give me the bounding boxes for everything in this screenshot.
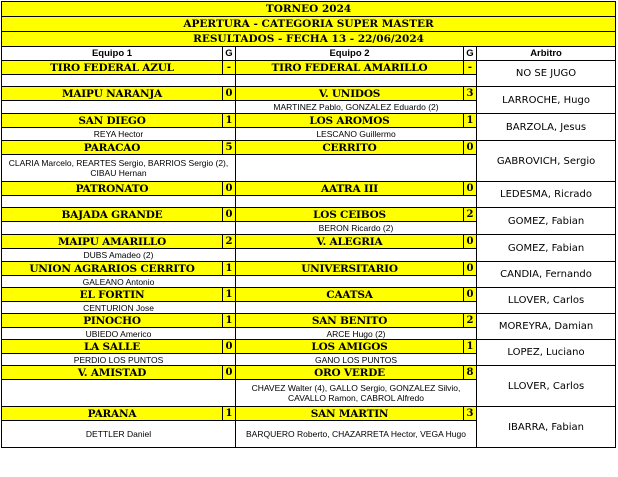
away-team: SAN MARTIN [236,407,464,421]
away-team: LOS AROMOS [236,114,464,128]
home-goals: 5 [223,141,236,155]
column-header-referee: Arbitro [477,47,616,61]
away-scorers [236,155,477,182]
home-team: SAN DIEGO [2,114,223,128]
referee: GABROVICH, Sergio [477,141,616,182]
results-table [1,1,616,448]
home-goals: 0 [223,182,236,196]
home-scorers: CLARIA Marcelo, REARTES Sergio, BARRIOS Sergio (2), CIBAU Hernan [2,155,236,182]
away-scorers: MARTINEZ Pablo, GONZALEZ Eduardo (2) [236,101,477,114]
home-team: PINOCHO [2,314,223,328]
away-team: ORO VERDE [236,366,464,380]
away-scorers: BARQUERO Roberto, CHAZARRETA Hector, VEGA Hugo [236,421,477,448]
home-scorers: DETTLER Daniel [2,421,236,448]
away-scorers [236,276,477,288]
away-goals: 3 [464,407,477,421]
home-team: UNION AGRARIOS CERRITO [2,262,223,276]
referee: BARZOLA, Jesus [477,114,616,141]
match-row [2,366,616,380]
home-scorers [2,380,236,407]
home-team: LA SALLE [2,340,223,354]
home-scorers: UBIEDO Americo [2,328,236,340]
away-goals: 3 [464,87,477,101]
home-scorers [2,101,236,114]
match-row [2,208,616,222]
away-scorers [236,249,477,262]
away-scorers: BERON Ricardo (2) [236,222,477,235]
away-goals: 2 [464,314,477,328]
referee: GOMEZ, Fabian [477,208,616,235]
home-scorers: GALEANO Antonio [2,276,236,288]
referee: NO SE JUGO [477,61,616,87]
match-row [2,407,616,421]
home-team: PARANA [2,407,223,421]
home-goals: 0 [223,208,236,222]
round-title: RESULTADOS - FECHA 13 - 22/06/2024 [2,32,616,47]
away-goals: 8 [464,366,477,380]
home-scorers [2,196,236,208]
away-goals: 1 [464,114,477,128]
referee: LEDESMA, Ricrado [477,182,616,208]
away-goals: 2 [464,208,477,222]
home-goals: - [223,61,236,75]
home-team: BAJADA GRANDE [2,208,223,222]
away-goals: 0 [464,141,477,155]
home-scorers: CENTURION Jose [2,302,236,314]
referee: LARROCHE, Hugo [477,87,616,114]
home-team: MAIPU NARANJA [2,87,223,101]
referee: LLOVER, Carlos [477,366,616,407]
referee: LLOVER, Carlos [477,288,616,314]
away-team: LOS AMIGOS [236,340,464,354]
home-scorers [2,222,236,235]
column-header-goals2: G [464,47,477,61]
home-team: MAIPU AMARILLO [2,235,223,249]
tournament-title: TORNEO 2024 [2,2,616,17]
away-scorers: ARCE Hugo (2) [236,328,477,340]
home-scorers [2,75,236,87]
column-header-goals1: G [223,47,236,61]
away-team: UNIVERSITARIO [236,262,464,276]
home-goals: 1 [223,288,236,302]
home-scorers: PERDIO LOS PUNTOS [2,354,236,366]
away-scorers: LESCANO Guillermo [236,128,477,141]
home-goals: 0 [223,340,236,354]
category-title: APERTURA - CATEGORIA SUPER MASTER [2,17,616,32]
home-goals: 0 [223,366,236,380]
home-goals: 2 [223,235,236,249]
away-team: LOS CEIBOS [236,208,464,222]
home-goals: 1 [223,114,236,128]
match-row [2,61,616,75]
away-team: CAATSA [236,288,464,302]
match-row [2,182,616,196]
away-scorers: GANO LOS PUNTOS [236,354,477,366]
match-row [2,87,616,101]
match-row [2,314,616,328]
away-goals: 0 [464,288,477,302]
away-goals: 0 [464,182,477,196]
home-team: EL FORTIN [2,288,223,302]
column-header-team2: Equipo 2 [236,47,464,61]
away-goals: - [464,61,477,75]
home-goals: 0 [223,87,236,101]
away-team: CERRITO [236,141,464,155]
away-team: V. UNIDOS [236,87,464,101]
match-row [2,262,616,276]
home-team: TIRO FEDERAL AZUL [2,61,223,75]
column-header-team1: Equipo 1 [2,47,223,61]
away-team: TIRO FEDERAL AMARILLO [236,61,464,75]
away-scorers: CHAVEZ Walter (4), GALLO Sergio, GONZALEZ Silvio, CAVALLO Ramon, CABROL Alfredo [236,380,477,407]
away-goals: 1 [464,340,477,354]
away-goals: 0 [464,262,477,276]
away-scorers [236,196,477,208]
home-scorers: DUBS Amadeo (2) [2,249,236,262]
home-team: PARACAO [2,141,223,155]
referee: IBARRA, Fabian [477,407,616,448]
away-team: SAN BENITO [236,314,464,328]
home-goals: 1 [223,407,236,421]
home-goals: 1 [223,314,236,328]
away-team: AATRA III [236,182,464,196]
match-row [2,340,616,354]
home-team: PATRONATO [2,182,223,196]
match-row [2,288,616,302]
referee: GOMEZ, Fabian [477,235,616,262]
home-team: V. AMISTAD [2,366,223,380]
match-row [2,114,616,128]
referee: LOPEZ, Luciano [477,340,616,366]
referee: MOREYRA, Damian [477,314,616,340]
home-goals: 1 [223,262,236,276]
away-goals: 0 [464,235,477,249]
away-scorers [236,302,477,314]
away-scorers [236,75,477,87]
match-row [2,141,616,155]
referee: CANDIA, Fernando [477,262,616,288]
match-row [2,235,616,249]
home-scorers: REYA Hector [2,128,236,141]
away-team: V. ALEGRIA [236,235,464,249]
